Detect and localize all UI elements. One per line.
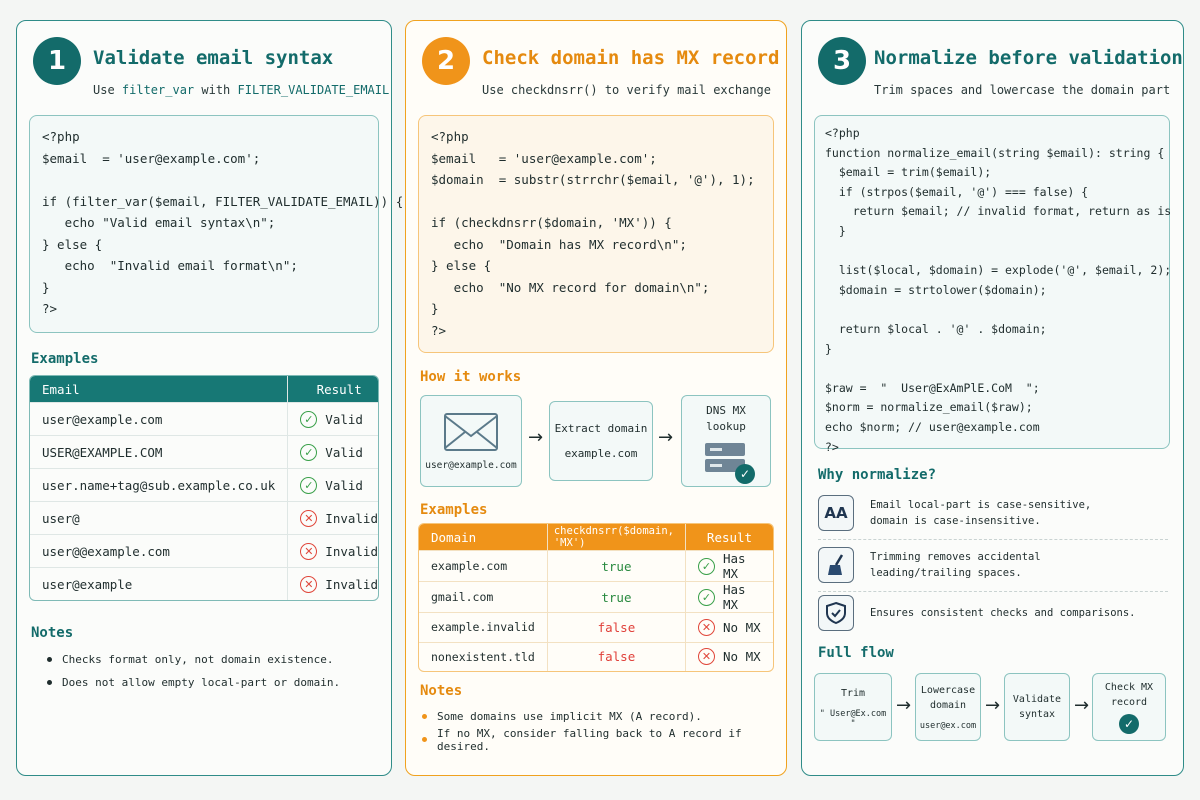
arrow-right-icon: → [528, 427, 544, 448]
result-cell [287, 402, 379, 435]
domain-cell: gmail.com [419, 581, 547, 612]
code-line: echo "No MX record for domain\n"; [431, 279, 710, 295]
email-cell: user@@example.com [30, 534, 287, 567]
column-header-email: Email [30, 376, 287, 402]
why-normalize-heading: Why normalize? [818, 467, 937, 483]
code-block [814, 115, 1172, 454]
x-circle-icon: ✕ [300, 543, 317, 560]
result-label: Valid [325, 411, 363, 427]
notes-list [422, 705, 786, 751]
column-header-result: Result [685, 524, 773, 550]
code-line: } [825, 341, 832, 356]
flow-step-label: Trim [840, 687, 866, 699]
flow-step [1092, 673, 1166, 741]
code-block [418, 115, 774, 353]
arrow-right-icon: → [658, 427, 674, 448]
check-circle-icon: ✓ [300, 477, 317, 494]
code-line: function normalize_email(string $email): string { [825, 145, 1165, 160]
code-line: echo "Domain has MX record\n"; [431, 236, 687, 252]
code-line: echo "Invalid email format\n"; [42, 258, 298, 273]
table-row [30, 435, 379, 468]
panel-validate-syntax [16, 20, 404, 776]
code-line [42, 169, 366, 191]
result-label: Invalid [325, 543, 378, 559]
x-circle-icon: ✕ [300, 510, 317, 527]
code-line: return $email; // invalid format, return as is [825, 204, 1172, 219]
result-label: Invalid [325, 510, 378, 526]
result-cell [685, 581, 773, 612]
result-cell [287, 501, 379, 534]
code-line: if (checkdnsrr($domain, 'MX')) { [431, 215, 672, 230]
table-row [419, 642, 773, 672]
code-line: <?php [42, 129, 80, 144]
result-cell [685, 612, 773, 642]
code-line [825, 359, 1159, 379]
result-cell [685, 642, 773, 672]
notes-heading: Notes [420, 683, 463, 699]
note-item: Does not allow empty local-part or domain. [47, 671, 340, 694]
letter-case-icon: AA [818, 495, 854, 531]
code-line: echo "Valid email syntax\n"; [42, 215, 276, 230]
notes-heading: Notes [31, 625, 74, 641]
panel-check-mx [405, 20, 787, 776]
email-value: user@example.com [425, 459, 517, 471]
note-item: Checks format only, not domain existence. [47, 648, 340, 671]
flow-step-label: Lowercase domain [920, 685, 976, 711]
check-value-cell: true [547, 550, 685, 581]
table-row [30, 468, 379, 501]
code-line: $domain = strtolower($domain); [825, 282, 1047, 297]
result-cell [287, 435, 379, 468]
code-line: ?> [431, 322, 447, 338]
flow-step-label: Check MX record [1104, 682, 1154, 708]
result-label: Valid [325, 477, 363, 493]
result-cell [287, 534, 379, 567]
shield-check-icon [818, 595, 854, 631]
flow-step-label: Validate syntax [1012, 694, 1062, 720]
panel-subtitle: Trim spaces and lowercase the domain part [874, 83, 1171, 97]
table-row [30, 567, 379, 600]
why-item [818, 495, 1168, 531]
code-line: if (strpos($email, '@') === false) { [825, 184, 1089, 199]
envelope-icon [443, 412, 499, 452]
result-label: No MX [723, 649, 761, 665]
full-flow-heading: Full flow [818, 645, 894, 661]
arrow-right-icon: → [1074, 695, 1090, 716]
panel-normalize [801, 20, 1184, 776]
domain-cell: nonexistent.tld [419, 642, 547, 672]
code-line: } [42, 279, 50, 295]
table-row [30, 402, 379, 435]
why-text: Email local-part is case-sensitive, domain is case-insensitive. [870, 499, 1092, 527]
panel-title: Validate email syntax [93, 47, 334, 69]
code-line: $email = 'user@example.com'; [42, 150, 261, 166]
result-cell [287, 567, 379, 600]
result-cell [685, 550, 773, 581]
why-text: Ensures consistent checks and comparisons. [870, 607, 1136, 619]
check-circle-icon: ✓ [300, 411, 317, 428]
check-icon: ✓ [735, 464, 755, 484]
examples-heading: Examples [31, 351, 99, 367]
flow-step [814, 673, 892, 741]
code-line: ?> [42, 301, 58, 316]
code-line: if (filter_var($email, FILTER_VALIDATE_EMAIL)) { [42, 193, 404, 209]
domain-cell: example.com [419, 550, 547, 581]
code-line: ?> [825, 439, 839, 454]
result-label: Invalid [325, 576, 378, 592]
check-value-cell: false [547, 642, 685, 672]
column-header-domain: Domain [419, 524, 547, 550]
email-cell: user@example.com [30, 402, 287, 435]
code-line: $raw = " User@ExAmPlE.CoM "; [825, 380, 1040, 395]
note-item: If no MX, consider falling back to A record if desired. [422, 728, 786, 751]
panel-subtitle: Use filter_var with FILTER_VALIDATE_EMAIL [93, 83, 390, 97]
check-circle-icon: ✓ [698, 558, 715, 575]
check-circle-icon: ✓ [698, 589, 715, 606]
column-header-check: checkdnsrr($domain, 'MX') [547, 524, 685, 550]
code-line: <?php [431, 129, 469, 144]
domain-cell: example.invalid [419, 612, 547, 642]
code-line: } else { [431, 258, 492, 273]
divider [818, 539, 1168, 540]
code-line [825, 242, 1159, 262]
code-line: list($local, $domain) = explode('@', $email, 2); [825, 263, 1172, 278]
code-line: } [825, 223, 846, 238]
flow-step-example: user@ex.com [919, 721, 977, 731]
code-line: return $local . '@' . $domain; [825, 321, 1047, 336]
panel-title: Check domain has MX record [482, 47, 780, 69]
mx-examples-table [418, 523, 774, 672]
dns-lookup-box: DNS MX lookup ✓ [681, 395, 771, 487]
check-circle-icon: ✓ [300, 444, 317, 461]
examples-heading: Examples [420, 502, 488, 518]
result-label: Has MX [723, 551, 746, 581]
table-row [30, 534, 379, 567]
code-line: } else { [42, 236, 103, 252]
email-input-box [420, 395, 522, 487]
code-line: <?php [825, 126, 860, 140]
x-circle-icon: ✕ [300, 576, 317, 593]
why-item [818, 595, 1168, 631]
table-row [30, 501, 379, 534]
arrow-right-icon: → [985, 695, 1001, 716]
code-line: $email = trim($email); [825, 165, 992, 180]
code-block [29, 115, 404, 333]
step-number-badge: 1 [33, 37, 81, 85]
divider [818, 591, 1168, 592]
x-circle-icon: ✕ [698, 648, 715, 665]
panel-subtitle: Use checkdnsrr() to verify mail exchange [482, 83, 771, 97]
code-line [431, 191, 761, 213]
step-number-badge: 3 [818, 37, 866, 85]
check-icon: ✓ [1119, 714, 1139, 734]
column-header-result: Result [287, 376, 379, 402]
broom-icon [818, 547, 854, 583]
arrow-right-icon: → [896, 695, 912, 716]
check-value-cell: true [547, 581, 685, 612]
note-item: Some domains use implicit MX (A record). [422, 705, 786, 728]
email-cell: user@example [30, 567, 287, 600]
panel-title: Normalize before validation [874, 47, 1183, 69]
email-cell: user@ [30, 501, 287, 534]
flow-step [1004, 673, 1070, 741]
code-line: $norm = normalize_email($raw); [825, 400, 1033, 415]
flow-step [915, 673, 981, 741]
table-row [419, 581, 773, 612]
step-number-badge: 2 [422, 37, 470, 85]
examples-table [29, 375, 379, 601]
how-it-works-heading: How it works [420, 369, 522, 385]
result-cell [287, 468, 379, 501]
x-circle-icon: ✕ [698, 619, 715, 636]
flow-step-example: " User@Ex.com " [819, 708, 887, 729]
result-label: No MX [723, 619, 761, 635]
result-label: Valid [325, 444, 363, 460]
table-row [419, 612, 773, 642]
code-line: echo $norm; // user@example.com [825, 419, 1040, 434]
email-cell: user.name+tag@sub.example.co.uk [30, 468, 287, 501]
result-label: Has MX [723, 582, 746, 612]
notes-list [47, 648, 340, 694]
check-value-cell: false [547, 612, 685, 642]
code-line: } [431, 301, 439, 316]
server-icon [703, 439, 749, 480]
why-item [818, 547, 1168, 583]
code-line [825, 300, 1159, 320]
extract-domain-box: Extract domain example.com [549, 401, 653, 481]
why-text: Trimming removes accidental leading/trailing spaces. [870, 551, 1041, 579]
code-line: $email = 'user@example.com'; [431, 150, 657, 166]
code-line: $domain = substr(strrchr($email, '@'), 1); [431, 172, 755, 187]
table-row [419, 550, 773, 581]
email-cell: USER@EXAMPLE.COM [30, 435, 287, 468]
